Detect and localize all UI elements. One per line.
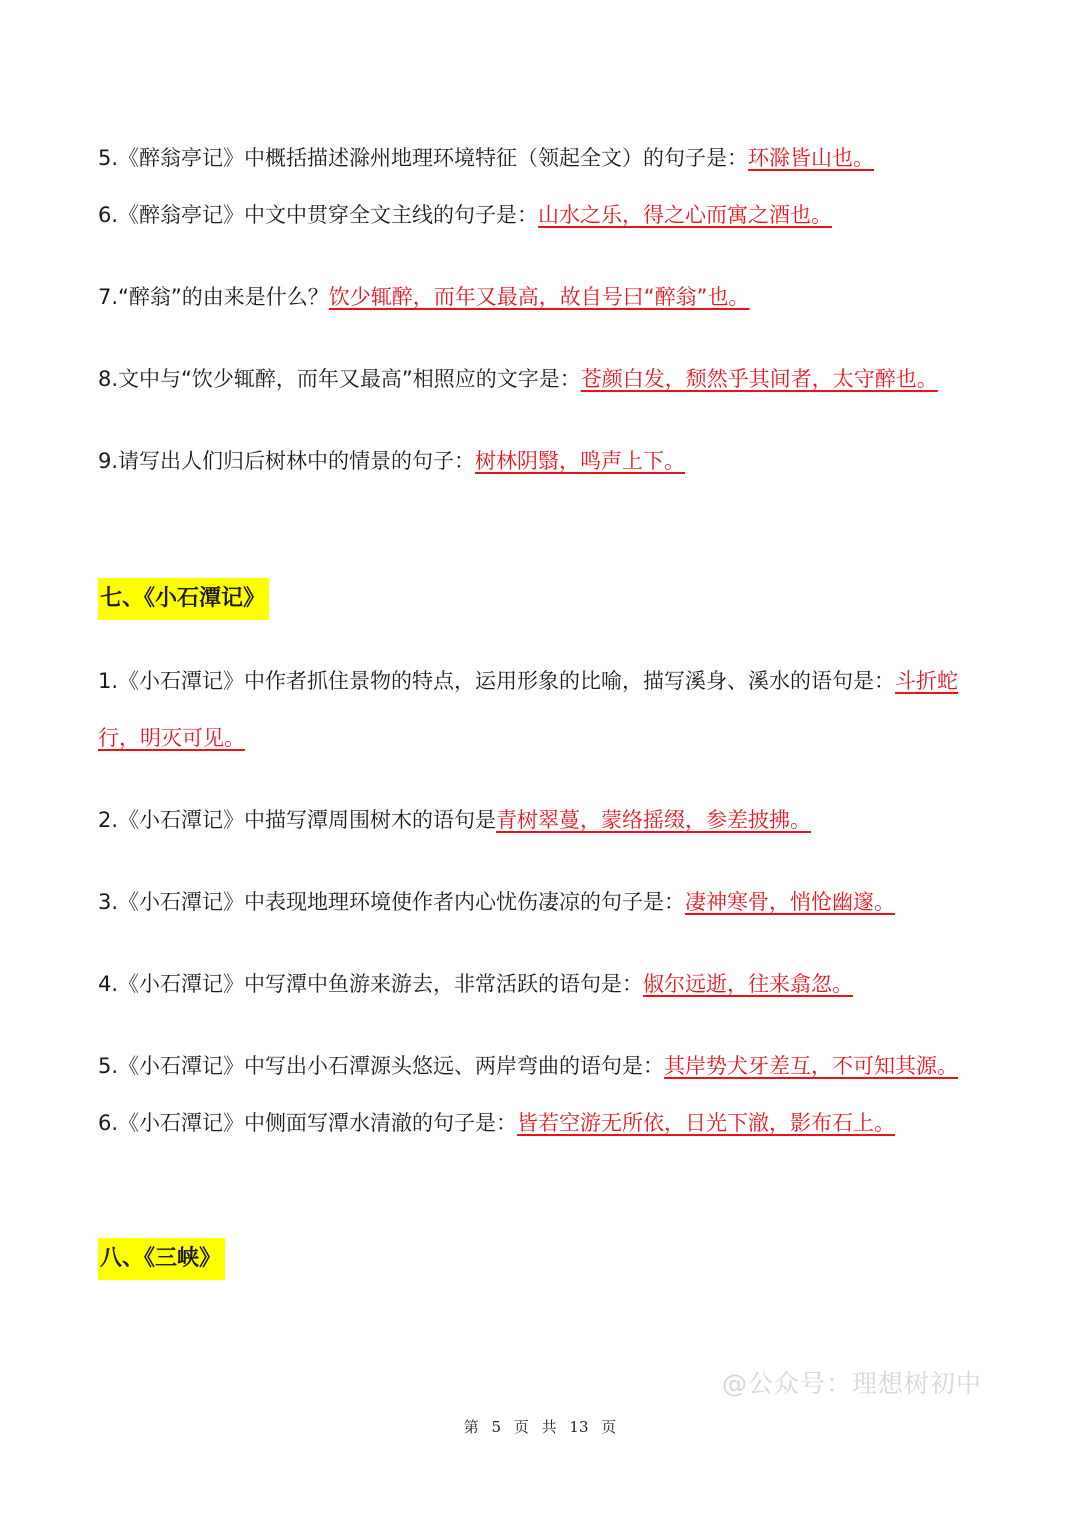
section-heading: 八、《三峡》 [98, 1238, 225, 1280]
question-line [98, 446, 984, 476]
current-page-number: 5 [491, 1418, 502, 1436]
question-line [98, 1051, 984, 1081]
answer-continuation-line [98, 723, 984, 753]
answer-text: 其岸势犬牙差互，不可知其源。 [664, 1054, 959, 1078]
answer-text: 树林阴翳，鸣声上下。 [475, 449, 686, 473]
question-line [98, 282, 984, 312]
question-text: 5.《醉翁亭记》中概括描述滁州地理环境特征（领起全文）的句子是： [98, 146, 749, 170]
page-footer [0, 1416, 1080, 1437]
question-text: 8.文中与“饮少辄醉，而年又最高”相照应的文字是： [98, 367, 581, 391]
question-line [98, 1108, 984, 1138]
question-line [98, 143, 984, 173]
question-line [98, 969, 984, 999]
footer-word: 页 [513, 1418, 529, 1436]
question-text: 6.《小石潭记》中侧面写潭水清澈的句子是： [98, 1111, 518, 1135]
answer-text: 皆若空游无所依，日光下澈，影布石上。 [517, 1111, 896, 1135]
question-line [98, 887, 984, 917]
footer-word: 共 [541, 1418, 557, 1436]
footer-word: 第 [463, 1418, 479, 1436]
question-text: 5.《小石潭记》中写出小石潭源头悠远、两岸弯曲的语句是： [98, 1054, 665, 1078]
section-heading: 七、《小石潭记》 [98, 578, 269, 620]
answer-text: 饮少辄醉，而年又最高，故自号曰“醉翁”也。 [328, 285, 750, 309]
question-line [98, 666, 984, 696]
answer-text: 凄神寒骨，悄怆幽邃。 [685, 890, 896, 914]
footer-word: 页 [601, 1418, 617, 1436]
question-line [98, 364, 984, 394]
question-text: 9.请写出人们归后树林中的情景的句子： [98, 449, 476, 473]
question-text: 1.《小石潭记》中作者抓住景物的特点，运用形象的比喻，描写溪身、溪水的语句是： [98, 669, 896, 693]
question-text: 6.《醉翁亭记》中文中贯穿全文主线的句子是： [98, 203, 539, 227]
question-text: 7.“醉翁”的由来是什么？ [98, 285, 329, 309]
question-text: 3.《小石潭记》中表现地理环境使作者内心忧伤凄凉的句子是： [98, 890, 686, 914]
answer-text: 行，明灭可见。 [98, 726, 245, 750]
answer-text: 环滁皆山也。 [748, 146, 875, 170]
question-text: 2.《小石潭记》中描写潭周围树木的语句是 [98, 808, 497, 832]
answer-text: 斗折蛇 [895, 669, 959, 693]
answer-text: 山水之乐，得之心而寓之酒也。 [538, 203, 833, 227]
watermark: @公众号：理想树初中 [721, 1369, 982, 1398]
answer-text: 苍颜白发，颓然乎其间者，太守醉也。 [580, 367, 938, 391]
question-text: 4.《小石潭记》中写潭中鱼游来游去，非常活跃的语句是： [98, 972, 644, 996]
total-page-count: 13 [569, 1418, 589, 1436]
question-line [98, 805, 984, 835]
answer-text: 青树翠蔓，蒙络摇缀，参差披拂。 [496, 808, 812, 832]
question-line [98, 200, 984, 230]
answer-text: 俶尔远逝，往来翕忽。 [643, 972, 854, 996]
